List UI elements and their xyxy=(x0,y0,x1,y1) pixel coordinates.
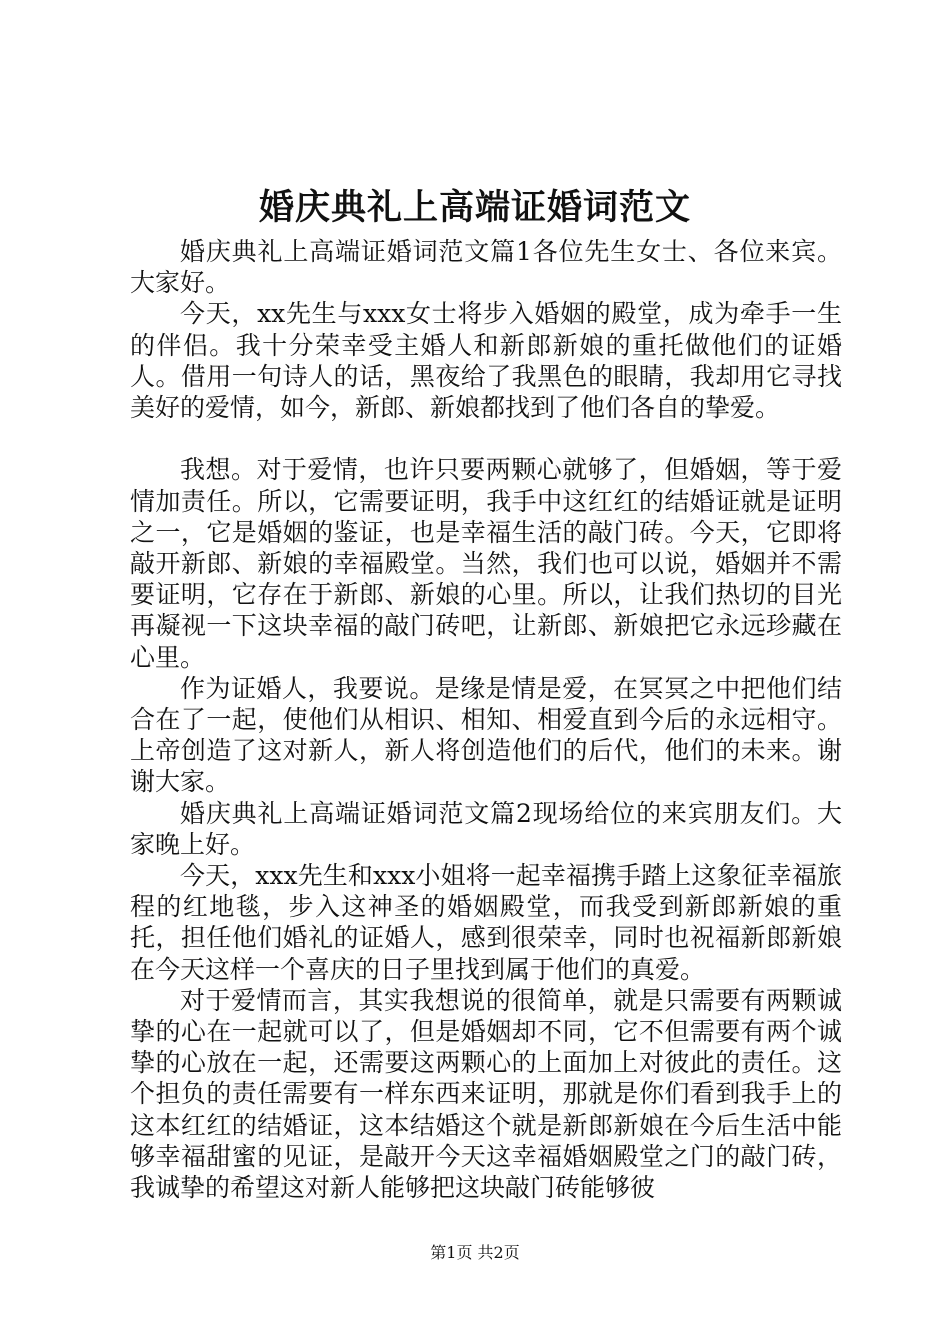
paragraph: 今天，xxx先生和xxx小姐将一起幸福携手踏上这象征幸福旅程的红地毯，步入这神圣的婚姻殿堂，而我受到新郎新娘的重托，担任他们婚礼的证婚人，感到很荣幸，同时也祝福新郎新娘在今天这样一个喜庆的日子里找到属于他们的真爱。 xyxy=(130,861,842,984)
page-footer: 第1页 共2页 xyxy=(430,1243,520,1262)
document-title: 婚庆典礼上高端证婚词范文 xyxy=(258,187,691,228)
paragraph: 作为证婚人，我要说。是缘是情是爱，在冥冥之中把他们结合在了一起，使他们从相识、相知、相爱直到今后的永远相守。上帝创造了这对新人，新人将创造他们的后代，他们的未来。谢谢大家。 xyxy=(130,673,842,797)
paragraph: 我想。对于爱情，也许只要两颗心就够了，但婚姻，等于爱情加责任。所以，它需要证明，我手中这红红的结婚证就是证明之一，它是婚姻的鉴证，也是幸福生活的敲门砖。今天，它即将敲开新郎、新娘的幸福殿堂。当然，我们也可以说，婚姻并不需要证明，它存在于新郎、新娘的心里。所以，让我们热切的目光再凝视一下这块幸福的敲门砖吧，让新郎、新娘把它永远珍藏在心里。 xyxy=(130,455,842,672)
paragraph: 婚庆典礼上高端证婚词范文篇1各位先生女士、各位来宾。大家好。 xyxy=(130,237,842,298)
paragraph: 婚庆典礼上高端证婚词范文篇2现场给位的来宾朋友们。大家晚上好。 xyxy=(130,798,842,859)
paragraph: 对于爱情而言，其实我想说的很简单，就是只需要有两颗诚挚的心在一起就可以了，但是婚姻却不同，它不但需要有两个诚挚的心放在一起，还需要这两颗心的上面加上对彼此的责任。这个担负的责任需要有一样东西来证明，那就是你们看到我手上的这本红红的结婚证，这本结婚这个就是新郎新娘在今后生活中能够幸福甜蜜的见证，是敲开今天这幸福婚姻殿堂之门的敲门砖，我诚挚的希望这对新人能够把这块敲门砖能够彼 xyxy=(130,985,842,1203)
paragraph: 今天，xx先生与xxx女士将步入婚姻的殿堂，成为牵手一生的伴侣。我十分荣幸受主婚人和新郎新娘的重托做他们的证婚人。借用一句诗人的话，黑夜给了我黑色的眼睛，我却用它寻找美好的爱情，如今，新郎、新娘都找到了他们各自的挚爱。 xyxy=(130,299,842,423)
document-body xyxy=(130,236,842,1203)
